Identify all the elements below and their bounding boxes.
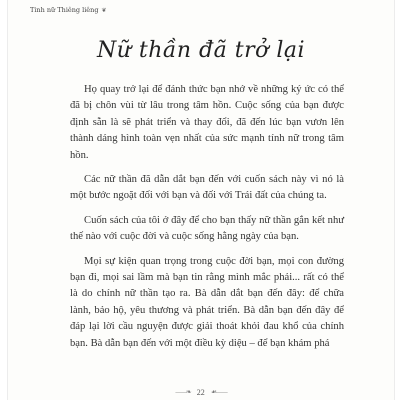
page-footer	[8, 387, 394, 397]
body-text	[70, 82, 344, 360]
right-flourish-icon: ☙⸺	[210, 388, 227, 396]
page-number: 22	[196, 387, 205, 397]
chapter-title: Nữ thần đã trở lại	[96, 38, 306, 63]
book-page	[7, 0, 395, 400]
flourish-icon: ❦	[101, 6, 107, 14]
paragraph: Cuốn sách của tôi ở đây để cho bạn thấy nữ thần gắn kết như thế nào với cuộc đời và cuộc sống hằng ngày của bạn.	[70, 214, 344, 243]
paragraph: Họ quay trở lại để đánh thức bạn nhớ về những ký ức có thể đã bị chôn vùi từ lâu trong tâm hồn. Cuộc sống của bạn được định sẵn là sẽ phát triển và thay đổi, đã đến lúc bạn vươn lên thành dáng hình toàn vẹn nhất của sức mạnh tính nữ trong tâm hồn.	[70, 84, 344, 161]
left-flourish-icon: ⸺❧	[175, 388, 191, 396]
paragraph: Các nữ thần đã dẫn dắt bạn đến với cuốn sách này vì nó là một bước ngoặt đối với bạn và đối với Trái đất của chúng ta.	[70, 174, 344, 202]
running-title: Tinh nữ Thiêng liêng	[30, 6, 99, 14]
paragraph: Mọi sự kiện quan trọng trong cuộc đời bạn, mọi con đường bạn đi, mọi sai lầm mà bạn tin rằng mình mắc phải... rất có thể là do chính nữ thần tạo ra. Bà dẫn dắt bạn đến đây: để chữa lành, bảo hộ, yêu thương và phát triển. Bà dẫn bạn đến đây để đáp lại lời cầu nguyện được giải thoát khỏi đau khổ của chính bạn. Bà dẫn bạn đến với một điều kỳ diệu – để bạn khám phá	[70, 255, 344, 349]
running-header	[30, 6, 107, 14]
